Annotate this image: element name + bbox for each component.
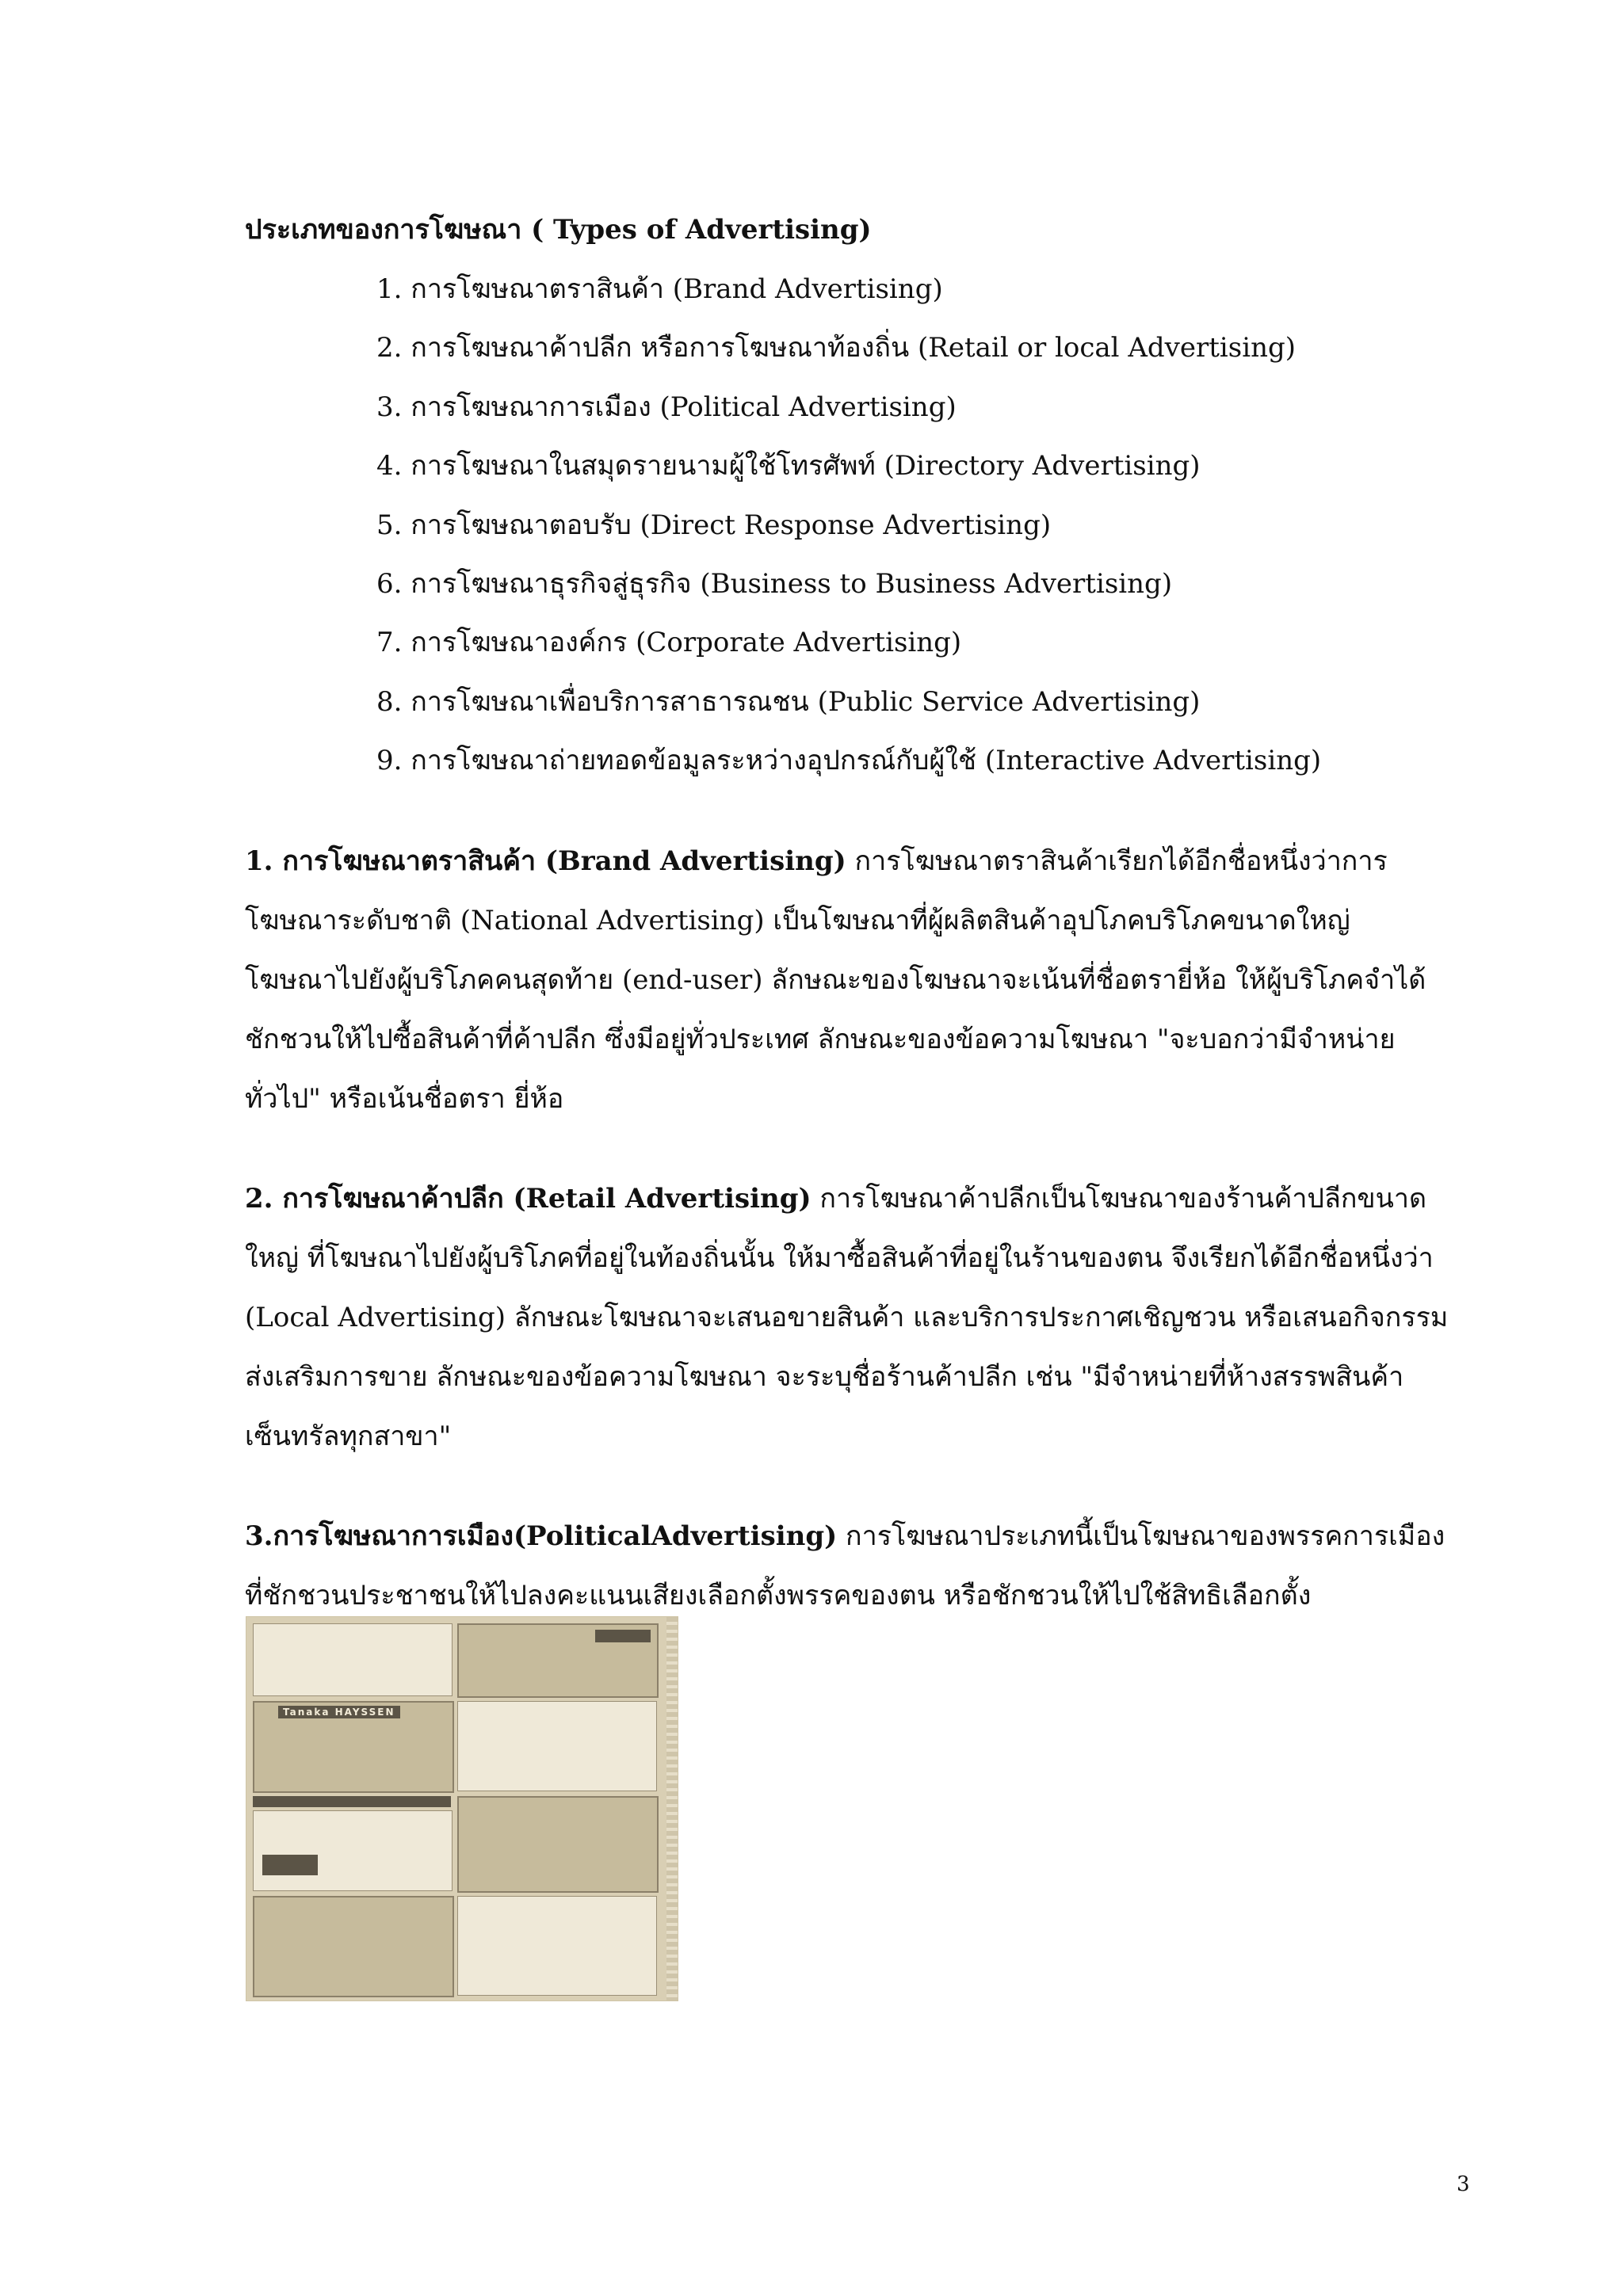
list-item: 3. การโฆษณาการเมือง (Political Advertising) xyxy=(376,391,957,423)
section-brand-advertising xyxy=(245,832,1449,1129)
ad-block xyxy=(457,1896,657,1996)
ad-block xyxy=(457,1701,657,1791)
list-item: 2. การโฆษณาค้าปลีก หรือการโฆษณาท้องถิ่น (Retail or local Advertising) xyxy=(376,332,1296,364)
section-title: 3.การโฆษณาการเมือง(PoliticalAdvertising) xyxy=(245,1520,838,1552)
list-item: 8. การโฆษณาเพื่อบริการสาธารณชน (Public Service Advertising) xyxy=(376,685,1201,718)
section-title: 1. การโฆษณาตราสินค้า (Brand Advertising) xyxy=(245,845,846,877)
page-heading: ประเภทของการโฆษณา ( Types of Advertising) xyxy=(245,214,872,246)
newspaper-edge-strip xyxy=(666,1617,678,2000)
list-item: 7. การโฆษณาองค์กร (Corporate Advertising) xyxy=(376,627,962,659)
ad-logo-bar xyxy=(595,1630,651,1642)
ad-block xyxy=(253,1810,453,1891)
section-title: 2. การโฆษณาค้าปลีก (Retail Advertising) xyxy=(245,1183,812,1215)
ad-header-bar xyxy=(253,1796,451,1807)
ad-logo-box xyxy=(262,1855,318,1875)
section-retail-advertising xyxy=(245,1169,1449,1466)
section-body: การโฆษณาประเภทนี้เป็นโฆษณาของพรรคการเมืองที่ชักชวนประชาชนให้ไปลงคะแนนเสียงเลือกตั้งพรรคของตน หรือชักชวนให้ไปใช้สิทธิเลือกตั้ง xyxy=(245,1520,1445,1611)
section-political-advertising xyxy=(245,1507,1449,1626)
ad-block xyxy=(253,1896,454,1997)
list-item: 9. การโฆษณาถ่ายทอดข้อมูลระหว่างอุปกรณ์กับผู้ใช้ (Interactive Advertising) xyxy=(376,745,1322,777)
advertising-types-list xyxy=(376,269,1321,800)
ad-block xyxy=(253,1623,453,1696)
newspaper-advertisement-image xyxy=(246,1616,678,2001)
list-item: 4. การโฆษณาในสมุดรายนามผู้ใช้โทรศัพท์ (Directory Advertising) xyxy=(376,450,1201,482)
page-number: 3 xyxy=(1457,2172,1470,2196)
list-item: 6. การโฆษณาธุรกิจสู่ธุรกิจ (Business to Business Advertising) xyxy=(376,567,1173,600)
ad-brand-title: Tanaka HAYSSEN xyxy=(278,1706,400,1718)
section-body: การโฆษณาตราสินค้าเรียกได้อีกชื่อหนึ่งว่าการโฆษณาระดับชาติ (National Advertising) เป็นโฆษณาที่ผู้ผลิตสินค้าอุปโภคบริโภคขนาดใหญ่ โฆษณาไปยังผู้บริโภคคนสุดท้าย (end-user) ลักษณะของโฆษณาจะเน้นที่ชื่อตรายี่ห้อ ให้ผู้บริโภคจำได้ ชักชวนให้ไปซื้อสินค้าที่ค้าปลีก ซึ่งมีอยู่ทั่วประเทศ ลักษณะของข้อความโฆษณา "จะบอกว่ามีจำหน่ายทั่วไป" หรือเน้นชื่อตรา ยี่ห้อ xyxy=(245,845,1426,1115)
ad-block xyxy=(457,1796,659,1893)
section-body: การโฆษณาค้าปลีกเป็นโฆษณาของร้านค้าปลีกขนาดใหญ่ ที่โฆษณาไปยังผู้บริโภคที่อยู่ในท้องถิ่นนั้น ให้มาซื้อสินค้าที่อยู่ในร้านของตน จึงเรียกได้อีกชื่อหนึ่งว่า (Local Advertising) ลักษณะโฆษณาจะเสนอขายสินค้า และบริการประกาศเชิญชวน หรือเสนอกิจกรรมส่งเสริมการขาย ลักษณะของข้อความโฆษณา จะระบุชื่อร้านค้าปลีก เช่น "มีจำหน่ายที่ห้างสรรพสินค้าเซ็นทรัลทุกสาขา" xyxy=(245,1183,1449,1452)
list-item: 5. การโฆษณาตอบรับ (Direct Response Advertising) xyxy=(376,509,1052,541)
list-item: 1. การโฆษณาตราสินค้า (Brand Advertising) xyxy=(376,273,943,305)
